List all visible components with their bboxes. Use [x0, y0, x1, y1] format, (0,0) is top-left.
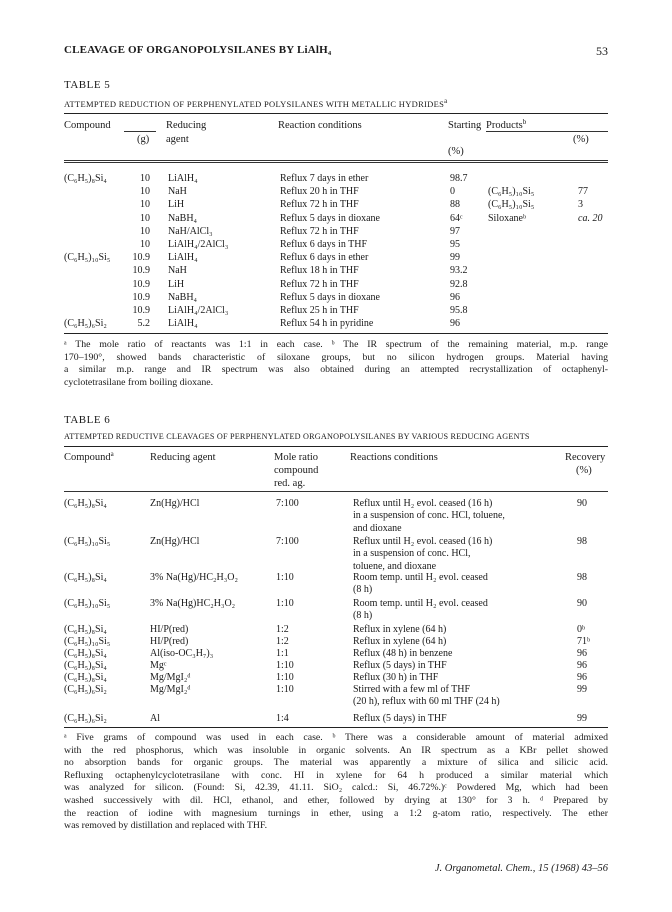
table5-caption-note: a [444, 97, 448, 105]
t6-cell-conditions: Reflux until H₂ evol. ceased (16 h) [353, 498, 493, 509]
t5-cell-conditions: Reflux 18 h in THF [280, 265, 359, 276]
t5-cell-start: 64ᶜ [450, 213, 463, 224]
t5-head-reducing: Reducing [166, 120, 207, 131]
t5-cell-g: 10 [140, 186, 150, 197]
t6-cell-compound: (C₆H₅)₁₀Si₅ [64, 636, 111, 647]
t6-cell-conditions: (8 h) [353, 610, 373, 621]
t6-cell-recovery: 99 [577, 713, 587, 724]
t6-cell-compound: (C₆H₅)₆Si₂ [64, 713, 107, 724]
t6-cell-recovery: 96 [577, 648, 587, 659]
t6-head-ratio-agent: red. ag. [274, 478, 306, 489]
t6-cell-conditions: Reflux in xylene (64 h) [353, 636, 447, 647]
t5-cell-g: 10 [140, 173, 150, 184]
table5-caption-text: ATTEMPTED REDUCTION OF PERPHENYLATED POLYSILANES WITH METALLIC HYDRIDES [64, 99, 445, 109]
t5-cell-agent: NaBH₄ [168, 213, 198, 224]
t5-cell-compound: (C₆H₅)₈Si₄ [64, 173, 107, 184]
t5-cell-start: 92.8 [450, 279, 468, 290]
t5-cell-g: 10.9 [132, 252, 150, 263]
t5-fn-line: a similar m.p. range and IR spectrum was also obtained during an attempted recrystallization of octaphenyl- [64, 364, 608, 376]
t6-fn-line: was analyzed for silicon. (Found: Si, 42.39, 41.11. SiO₂ calcd.: Si, 46.72%.)ᶜ Powdered Mg, which had been [64, 782, 608, 794]
t6-cell-agent: HI/P(red) [150, 636, 189, 647]
t6-cell-agent: Zn(Hg)/HCl [150, 536, 200, 547]
t5-cell-start: 88 [450, 199, 460, 210]
t5-cell-g: 10.9 [132, 292, 150, 303]
t5-cell-agent: LiAlH₄/2AlCl₃ [168, 305, 229, 316]
t6-cell-agent: Al [150, 713, 160, 724]
t6-cell-ratio: 1:1 [276, 648, 289, 659]
t6-cell-recovery: 99 [577, 684, 587, 695]
t6-cell-conditions: Reflux (48 h) in benzene [353, 648, 453, 659]
t6-fn-line: no absorption bands for organic groups. The material was apparently a mixture of silica and silicic acid. [64, 757, 608, 769]
t6-fn-line: the reaction of iodine with magnesium turnings in ether, using a 1:2 g-atom ratio, respectively. The ether [64, 807, 608, 819]
t6-cell-conditions: toluene, and dioxane [353, 561, 437, 572]
t5-cell-g: 10 [140, 226, 150, 237]
t6-cell-conditions: Room temp. until H₂ evol. ceased [353, 572, 488, 583]
table6-footnote [64, 732, 608, 833]
t6-cell-recovery: 71ᵇ [577, 636, 591, 647]
table5-bottom-rule [64, 333, 608, 334]
t5-cell-conditions: Reflux 72 h in THF [280, 199, 359, 210]
t5-head-pct: (%) [573, 134, 589, 145]
t6-cell-compound: (C₆H₅)₈Si₄ [64, 648, 107, 659]
t6-cell-recovery: 98 [577, 536, 587, 547]
t6-cell-ratio: 1:2 [276, 624, 289, 635]
t6-head-ratio-compound: compound [274, 465, 319, 476]
t6-cell-agent: Mg/MgI₂ᵈ [150, 684, 191, 695]
t5-cell-agent: NaBH₄ [168, 292, 198, 303]
t5-cell-start: 99 [450, 252, 460, 263]
t5-cell-agent: LiAlH₄/2AlCl₃ [168, 239, 229, 250]
t5-cell-agent: LiH [168, 199, 185, 210]
t6-head-compound: Compound$^a$ [64, 450, 114, 463]
t5-cell-compound: (C₆H₅)₁₀Si₅ [64, 252, 111, 263]
t6-cell-ratio: 1:10 [276, 660, 294, 671]
t5-head-starting-pct: (%) [448, 146, 464, 157]
t5-cell-conditions: Reflux 54 h in pyridine [280, 318, 374, 329]
t6-cell-conditions: (20 h), reflux with 60 ml THF (24 h) [353, 696, 500, 707]
t6-cell-agent: 3% Na(Hg)HC₂H₃O₂ [150, 598, 236, 609]
t6-cell-agent: Al(iso-OC₃H₇)₃ [150, 648, 214, 659]
t5-cell-g: 10 [140, 239, 150, 250]
t5-fn-line: cyclotetrasilane from boiling dioxane. [64, 376, 214, 388]
t5-head-agent: agent [166, 134, 189, 145]
t5-cell-pct: 77 [578, 186, 588, 197]
t5-header-rule-g [124, 131, 156, 132]
t5-cell-conditions: Reflux 6 days in THF [280, 239, 368, 250]
t5-fn-line: 170–190°, showed bands characteristic of siloxane groups, but no silicon hydrogen groups. Material having [64, 351, 608, 363]
t5-cell-agent: NaH [168, 265, 187, 276]
t5-cell-g: 10.9 [132, 279, 150, 290]
t6-cell-compound: (C₆H₅)₁₀Si₅ [64, 536, 111, 547]
table6-header-rule [64, 491, 608, 492]
t5-cell-g: 10.9 [132, 305, 150, 316]
t5-cell-conditions: Reflux 7 days in ether [280, 173, 369, 184]
t6-cell-conditions: Reflux in xylene (64 h) [353, 624, 447, 635]
table5-label: TABLE 5 [64, 79, 111, 91]
table5-top-rule [64, 113, 608, 114]
t5-cell-start: 95 [450, 239, 460, 250]
t5-cell-agent: LiAlH₄ [168, 173, 198, 184]
t6-cell-compound: (C₆H₅)₆Si₂ [64, 684, 107, 695]
t5-cell-g: 10.9 [132, 265, 150, 276]
t6-cell-ratio: 7:100 [276, 536, 299, 547]
t6-cell-ratio: 1:2 [276, 636, 289, 647]
t6-cell-recovery: 96 [577, 660, 587, 671]
t5-cell-agent: NaH [168, 186, 187, 197]
t6-cell-recovery: 0ᵇ [577, 624, 586, 635]
t6-cell-compound: (C₆H₅)₈Si₄ [64, 498, 107, 509]
t5-header-rule-products [486, 131, 608, 132]
t5-cell-g: 5.2 [137, 318, 150, 329]
t5-cell-pct: ca. 20 [578, 213, 603, 224]
page-number: 53 [596, 44, 608, 58]
t6-cell-conditions: Reflux until H₂ evol. ceased (16 h) [353, 536, 493, 547]
t5-head-conditions: Reaction conditions [278, 120, 362, 131]
t6-cell-ratio: 1:10 [276, 672, 294, 683]
t5-head-starting: Starting [448, 120, 482, 131]
t6-cell-ratio: 1:10 [276, 598, 294, 609]
t6-cell-recovery: 90 [577, 498, 587, 509]
t5-cell-start: 97 [450, 226, 460, 237]
t6-cell-conditions: Stirred with a few ml of THF [353, 684, 471, 695]
t5-cell-start: 96 [450, 292, 460, 303]
t5-cell-agent: LiAlH₄ [168, 252, 198, 263]
t5-cell-g: 10 [140, 199, 150, 210]
t5-cell-agent: LiH [168, 279, 185, 290]
page-header [64, 44, 608, 62]
t6-fn-line: Refluxing octaphenylcyclotetrasilane with conc. HI in xylene for 64 h produced a similar material which [64, 769, 608, 781]
t5-cell-product: (C₆H₅)₁₀Si₅ [488, 186, 535, 197]
t6-cell-conditions: Room temp. until H₂ evol. ceased [353, 598, 488, 609]
t5-cell-conditions: Reflux 5 days in dioxane [280, 213, 380, 224]
table6-bottom-rule [64, 727, 608, 728]
t6-cell-ratio: 1:10 [276, 684, 294, 695]
t6-cell-agent: 3% Na(Hg)/HC₂H₃O₂ [150, 572, 238, 583]
t6-cell-compound: (C₆H₅)₁₀Si₅ [64, 598, 111, 609]
t5-cell-product: (C₆H₅)₁₀Si₅ [488, 199, 535, 210]
t6-cell-recovery: 90 [577, 598, 587, 609]
t6-cell-compound: (C₆H₅)₈Si₄ [64, 624, 107, 635]
t5-cell-conditions: Reflux 5 days in dioxane [280, 292, 380, 303]
t6-fn-line: ᵃ Five grams of compound was used in each case. ᵇ There was a considerable amount of material admixed [64, 732, 608, 743]
t5-cell-start: 96 [450, 318, 460, 329]
t5-cell-start: 98.7 [450, 173, 468, 184]
t6-cell-agent: Mgᶜ [150, 660, 167, 671]
t6-cell-conditions: in a suspension of conc. HCl, [353, 548, 471, 559]
t6-fn-line: was removed by distillation and replaced with THF. [64, 820, 268, 832]
t6-cell-conditions: Reflux (5 days) in THF [353, 713, 447, 724]
t6-cell-recovery: 98 [577, 572, 587, 583]
t5-head-products: Products$^b$ [486, 118, 527, 131]
t5-cell-agent: NaH/AlCl₃ [168, 226, 213, 237]
t5-cell-conditions: Reflux 72 h in THF [280, 279, 359, 290]
journal-citation: J. Organometal. Chem., 15 (1968) 43–56 [434, 863, 608, 874]
t6-head-ratio: Mole ratio [274, 452, 319, 463]
t5-cell-conditions: Reflux 25 h in THF [280, 305, 359, 316]
table5-caption [64, 99, 608, 109]
t6-cell-conditions: in a suspension of conc. HCl, toluene, [353, 510, 505, 521]
t5-cell-conditions: Reflux 20 h in THF [280, 186, 359, 197]
t5-fn-line: ᵃ The mole ratio of reactants was 1:1 in each case. ᵇ The IR spectrum of the remaining material, m.p. range [64, 339, 608, 350]
t6-fn-line: with the red phosphorus, which was insoluble in organic solvents. An IR spectrum as a KBr pellet showed [64, 744, 608, 756]
table6-caption: ATTEMPTED REDUCTIVE CLEAVAGES OF PERPHENYLATED ORGANOPOLYSILANES BY VARIOUS REDUCING AGENTS [64, 432, 530, 441]
t6-cell-compound: (C₆H₅)₈Si₄ [64, 572, 107, 583]
t6-cell-conditions: and dioxane [353, 523, 402, 534]
t5-cell-pct: 3 [578, 199, 583, 210]
running-title: CLEAVAGE OF ORGANOPOLYSILANES BY LiAlH₄ [64, 44, 332, 56]
t5-cell-conditions: Reflux 6 days in ether [280, 252, 369, 263]
table6-top-rule [64, 446, 608, 447]
t6-cell-compound: (C₆H₅)₈Si₄ [64, 672, 107, 683]
t6-cell-compound: (C₆H₅)₈Si₄ [64, 660, 107, 671]
t6-fn-line: washed successively with dil. HCl, ethanol, and ether, followed by drying at 130° for 3 h. ᵈ Prepared by [64, 794, 608, 806]
t5-cell-product: Siloxaneᵇ [488, 213, 527, 224]
t6-cell-conditions: Reflux (30 h) in THF [353, 672, 439, 683]
t5-cell-agent: LiAlH₄ [168, 318, 198, 329]
t6-cell-agent: Zn(Hg)/HCl [150, 498, 200, 509]
t5-head-g: (g) [137, 134, 150, 145]
t5-cell-compound: (C₆H₅)₆Si₂ [64, 318, 107, 329]
t5-cell-g: 10 [140, 213, 150, 224]
t6-cell-ratio: 1:10 [276, 572, 294, 583]
t6-head-agent: Reducing agent [150, 452, 216, 463]
t5-cell-start: 93.2 [450, 265, 468, 276]
t5-cell-conditions: Reflux 72 h in THF [280, 226, 359, 237]
table5-header-rule-double [64, 162, 608, 163]
t6-cell-ratio: 7:100 [276, 498, 299, 509]
t5-head-compound: Compound [64, 120, 111, 131]
table5-footnote [64, 339, 608, 389]
table6-label: TABLE 6 [64, 414, 111, 426]
t5-cell-start: 0 [450, 186, 455, 197]
table5-header-rule [64, 160, 608, 161]
t6-cell-agent: HI/P(red) [150, 624, 189, 635]
t6-head-conditions: Reactions conditions [350, 452, 438, 463]
t6-cell-recovery: 96 [577, 672, 587, 683]
t6-cell-ratio: 1:4 [276, 713, 289, 724]
t6-cell-agent: Mg/MgI₂ᵈ [150, 672, 191, 683]
t6-cell-conditions: (8 h) [353, 584, 373, 595]
t5-cell-start: 95.8 [450, 305, 468, 316]
t6-head-recovery: Recovery [565, 452, 606, 463]
t6-head-recovery-pct: (%) [576, 465, 592, 476]
t6-cell-conditions: Reflux (5 days) in THF [353, 660, 447, 671]
